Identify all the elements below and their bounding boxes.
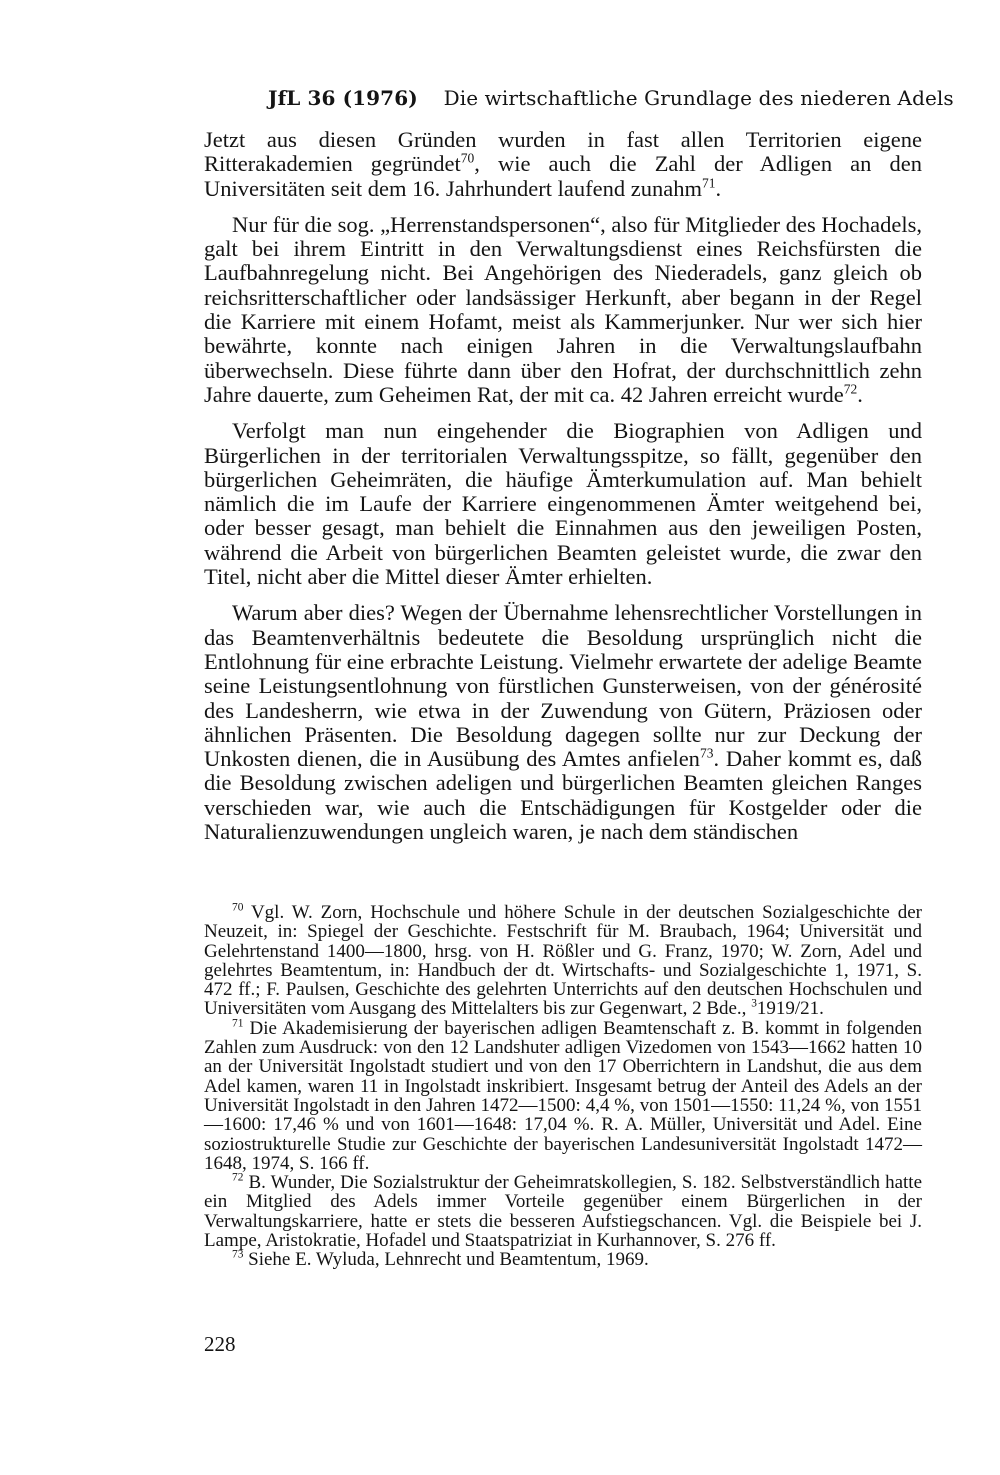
footnote-73 (204, 1250, 922, 1269)
footnote-70-text-b: 1919/21. (756, 998, 824, 1020)
footnote-70 (204, 903, 922, 1019)
page-number: 228 (204, 1332, 236, 1356)
footnote-73-text: Siehe E. Wyluda, Lehnrecht und Beamtentum, 1969. (243, 1249, 649, 1271)
paragraph-4-text-a: Warum aber dies? Wegen der Übernahme lehensrechtlicher Vorstellungen in das Beamtenverhältnis bedeutete die Besoldung ursprünglich nicht die Entlohnung für eine erbrachte Leistung. Vielmehr erwartete der adelige Beamte seine Leistungsentlohnung von fürstlichen Gunsterweisen, von der générosité des Landesherrn, wie etwa in der Zuwendung von Gütern, Präziosen oder ähnlichen Präsenten. Die Besoldung dagegen sollte nur zur Deckung der Unkosten dienen, die in Ausübung des Amtes anfielen (204, 600, 922, 772)
footnotes (204, 903, 922, 1270)
footnote-ref-73: 73 (699, 745, 714, 761)
footnote-70-edition: 3 (751, 998, 757, 1011)
paragraph-4-text-b: . Daher kommt es, daß die Besoldung zwischen adeligen und bürgerlichen Beamten gleichen Ranges verschieden war, wie auch die Entschädigungen für Kostgelder oder die Naturalienzuwendungen ungleich waren, je nach dem ständischen (204, 746, 922, 845)
footnote-72-text: B. Wunder, Die Sozialstruktur der Geheimratskollegien, S. 182. Selbstverständlich hatte ein Mitglied des Adels immer Vorteile gegenüber einem Bürgerlichen in der Verwaltungskarriere, hatte er stets die besseren Aufstiegschancen. Vgl. die Beispiele bei J. Lampe, Aristokratie, Hofadel und Staatspatriziat in Kurhannover, S. 276 ff. (204, 1172, 922, 1252)
footnote-72-number: 72 (232, 1171, 244, 1184)
footnote-71 (204, 1019, 922, 1173)
footnote-ref-72: 72 (843, 381, 858, 397)
footnote-ref-70: 70 (460, 150, 475, 166)
running-head (268, 86, 954, 110)
footnote-71-number: 71 (232, 1017, 244, 1030)
body-text (204, 128, 922, 856)
paragraph-1-text-b: , wie auch die Zahl der Adligen an den Universitäten seit dem 16. Jahrhundert laufend zunahm (204, 151, 922, 201)
paragraph-1 (204, 128, 922, 201)
paragraph-4 (204, 601, 922, 844)
footnote-70-number: 70 (232, 901, 244, 914)
footnote-72 (204, 1173, 922, 1250)
paragraph-2 (204, 213, 922, 407)
footnote-73-number: 73 (232, 1249, 244, 1262)
footnote-ref-71: 71 (701, 175, 716, 191)
paragraph-1-text-a: Jetzt aus diesen Gründen wurden in fast allen Territorien eigene Ritterakademien gegründet (204, 127, 922, 177)
footnote-70-text-a: Vgl. W. Zorn, Hochschule und höhere Schule in der deutschen Sozialgeschichte der Neuzeit, in: Spiegel der Geschichte. Festschrift für M. Braubach, 1964; Universität und Gelehrtenstand 1400—1800, hrsg. von H. Rößler und G. Franz, 1970; W. Zorn, Adel und gelehrtes Beamtentum, in: Handbuch der dt. Wirtschafts- und Sozialgeschichte 1, 1971, S. 472 ff.; F. Paulsen, Geschichte des gelehrten Unterrichts auf den deutschen Hochschulen und Universitäten vom Ausgang des Mittelalters bis zur Gegenwart, 2 Bde., (204, 902, 922, 1020)
paragraph-3: Verfolgt man nun eingehender die Biographien von Adligen und Bürgerlichen in der territorialen Verwaltungsspitze, so fällt, gegenüber den bürgerlichen Geheimräten, die häufige Ämterkumulation auf. Man behielt nämlich die im Laufe der Karriere eingenommenen Ämter weitgehend bei, oder besser gesagt, man behielt die Einnahmen aus den jeweiligen Posten, während die Arbeit von bürgerlichen Beamten geleistet wurde, die zwar den Titel, nicht aber die Mittel dieser Ämter erhielten. (204, 418, 922, 590)
journal-citation: JfL 36 (1976) (268, 86, 418, 110)
article-title: Die wirtschaftliche Grundlage des niederen Adels (443, 86, 954, 110)
footnote-71-text: Die Akademisierung der bayerischen adligen Beamtenschaft z. B. kommt in folgenden Zahlen zum Ausdruck: von den 12 Landshuter adligen Vizedomen von 1543—1662 hatten 10 an der Universität Ingolstadt studiert und von den 17 Oberrichtern in Landshut, die aus dem Adel kamen, waren 11 in Ingolstadt inskribiert. Insgesamt betrug der Anteil des Adels an der Universität Ingolstadt in den Jahren 1472—1500: 4,4 %, von 1501—1550: 11,24 %, von 1551—1600: 17,46 % und von 1601—1648: 17,04 %. R. A. Müller, Universität und Adel. Eine soziostrukturelle Studie zur Geschichte der bayerischen Landesuniversität Ingolstadt 1472—1648, 1974, S. 166 ff. (204, 1017, 922, 1174)
paragraph-2-text-a: Nur für die sog. „Herrenstandspersonen“, also für Mitglieder des Hochadels, galt bei ihrem Eintritt in den Verwaltungsdienst eines Reichsfürsten die Laufbahnregelung nicht. Bei Angehörigen des Niederadels, ganz gleich ob reichsritterschaftlicher oder landsässiger Herkunft, aber begann in der Regel die Karriere mit einem Hofamt, meist als Kammerjunker. Nur wer sich hier bewährte, konnte nach einigen Jahren in die Verwaltungslaufbahn überwechseln. Diese führte dann über den Hofrat, der durchschnittlich zehn Jahre dauerte, zum Geheimen Rat, der mit ca. 42 Jahren erreicht wurde (204, 211, 922, 407)
paragraph-2-text-b: . (857, 381, 863, 407)
paragraph-1-text-c: . (715, 175, 722, 201)
